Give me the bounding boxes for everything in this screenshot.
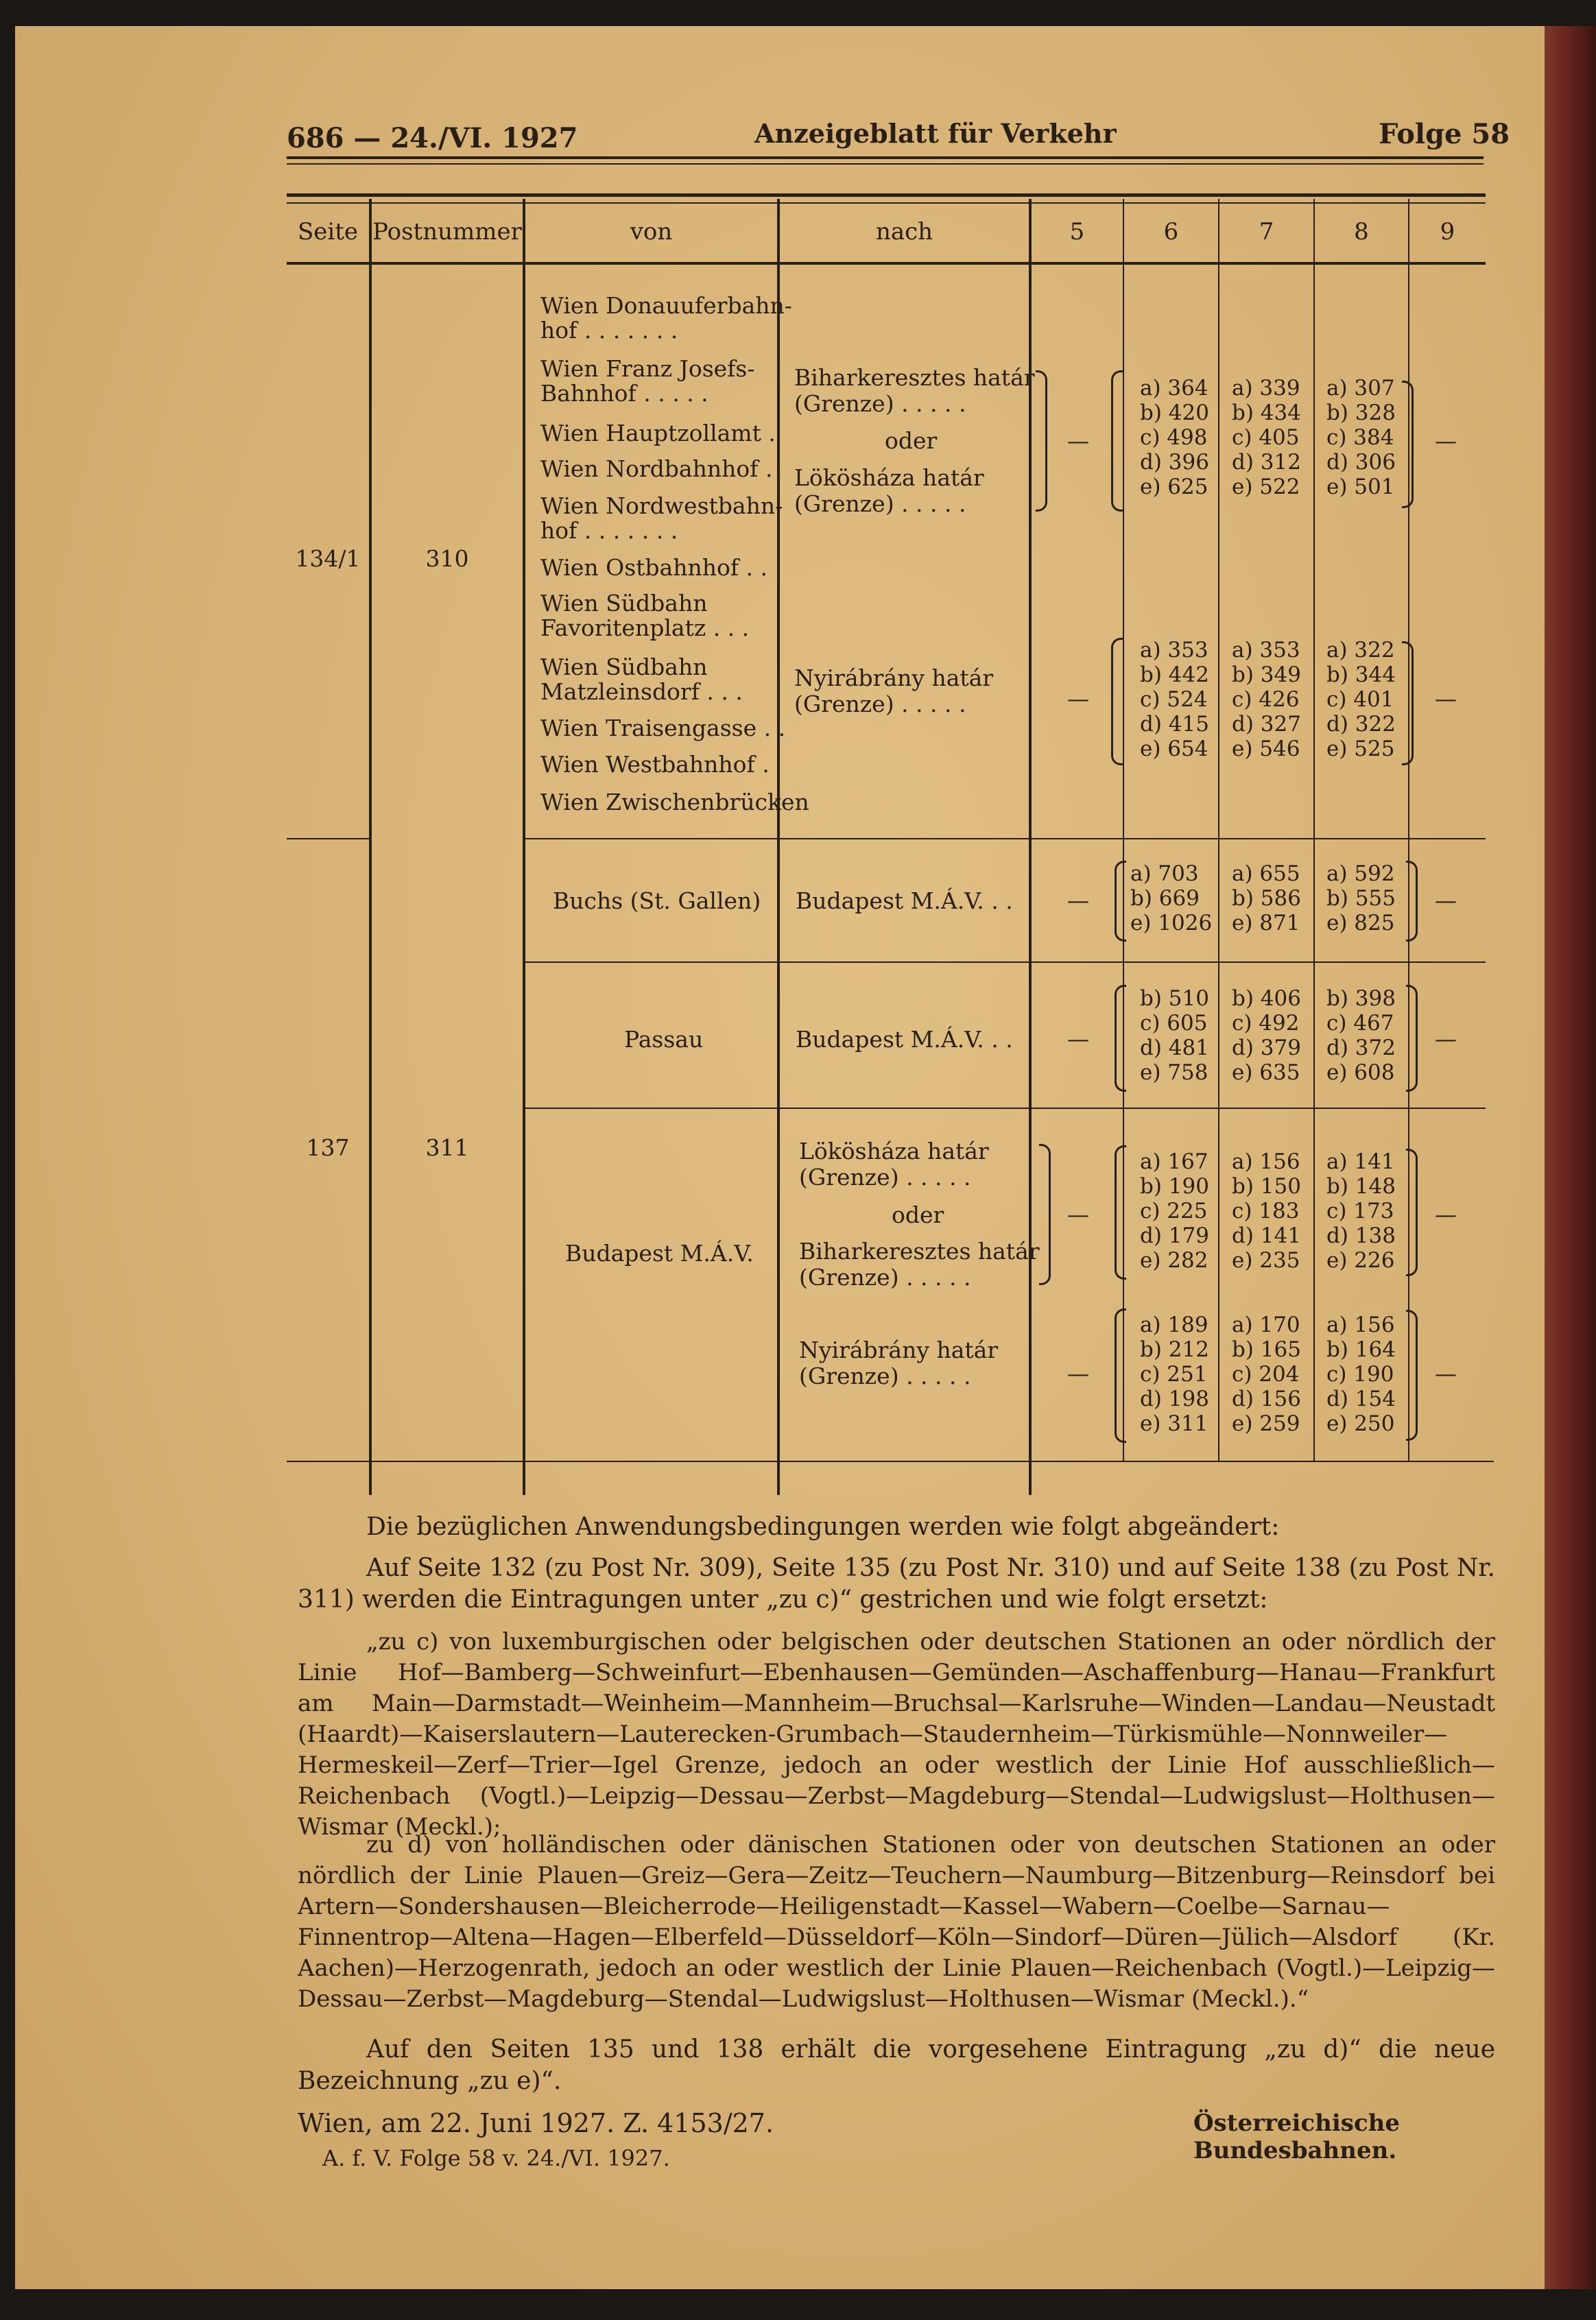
brace-right (1406, 985, 1418, 1092)
row1-von-9: Wien Westbahnhof . (540, 751, 770, 778)
row4-g1-col5: — (1067, 1201, 1089, 1228)
row4-seite: 137 (306, 1134, 350, 1161)
signature-issuer: Österreichische Bundesbahnen. (1193, 2109, 1401, 2164)
table-header-rule (287, 262, 1486, 265)
intro-line: Die bezüglichen Anwendungsbedingungen werden wie folgt abgeändert: (366, 1513, 1280, 1541)
row4-g1-col9: — (1435, 1201, 1457, 1228)
row1-von-2: Wien Hauptzollamt . (540, 420, 776, 446)
row-separator (525, 1108, 1486, 1109)
brace-right (1036, 370, 1047, 512)
paragraph-3 (298, 1830, 1495, 2015)
brace-left (1115, 861, 1126, 942)
col-line (1218, 199, 1219, 1461)
row1-nach-nyirabrany: Nyirábrány határ (Grenze) . . . . . (794, 665, 994, 717)
row1-g1-col6: a) 364 b) 420 c) 498 d) 396 e) 625 (1140, 376, 1209, 499)
row2-col8: a) 592 b) 555 e) 825 (1326, 861, 1396, 935)
row1-post: 310 (425, 545, 469, 572)
col-header-8: 8 (1354, 218, 1369, 246)
paragraph-3-text: zu d) von holländischen oder dänischen Stationen oder von deutschen Stationen an oder nördlich der Linie Plauen—Greiz—Gera—Zeitz—Teuchern—Naumburg—Bitzenburg—Reinsdorf bei Artern—Sondershausen—Bleicherrode—Heiligenstadt—Kassel—Wabern—Coelbe—Sarnau—Finnentrop—Altena—Hagen—Elberfeld—Düsseldorf—Köln—Sindorf—Düren—Jülich—Alsdorf (Kr. Aachen)—Herzogenrath, jedoch an oder westlich der Linie Plauen—Reichenbach (Vogtl.)—Leipzig—Dessau—Zerbst—Magdeburg—Stendal—Ludwigslust—Holthusen—Wismar (Meckl.).“ (298, 1831, 1495, 2013)
row2-col9: — (1435, 887, 1457, 913)
brace-left (1115, 1145, 1126, 1280)
row1-g1-col7: a) 339 b) 434 c) 405 d) 312 e) 522 (1232, 376, 1301, 499)
col-line (369, 199, 372, 1495)
row4-g1-col8: a) 141 b) 148 c) 173 d) 138 e) 226 (1326, 1149, 1396, 1273)
journal-title: Anzeigeblatt für Verkehr (754, 118, 1117, 149)
brace-right (1402, 381, 1414, 508)
row3-col8: b) 398 c) 467 d) 372 e) 608 (1326, 986, 1396, 1085)
row4-von: Budapest M.Á.V. (565, 1240, 754, 1267)
row4-oder: oder (892, 1201, 944, 1228)
brace-left (1111, 638, 1123, 765)
table-top-rule-thin (287, 202, 1486, 204)
row-separator (287, 838, 369, 839)
row4-nach-lokoshaza: Lökösháza határ (Grenze) . . . . . (799, 1138, 989, 1191)
row1-nach-biharkeresztes: Biharkeresztes határ (Grenze) . . . . . (794, 364, 1035, 417)
row4-post: 311 (425, 1134, 469, 1161)
row4-g2-col8: a) 156 b) 164 c) 190 d) 154 e) 250 (1326, 1313, 1396, 1436)
row1-von-0: Wien Donauuferbahn- hof . . . . . . . (540, 292, 792, 344)
row2-col6: a) 703 b) 669 e) 1026 (1130, 861, 1213, 935)
row3-col6: b) 510 c) 605 d) 481 e) 758 (1140, 986, 1209, 1085)
col-line (777, 199, 780, 1495)
brace-left (1111, 370, 1123, 512)
paragraph-4-text: Auf den Seiten 135 und 138 erhält die vorgesehene Eintragung „zu d)“ die neue Bezeichnung „zu e)“. (298, 2035, 1495, 2095)
book-binding (1545, 26, 1596, 2289)
col-header-seite: Seite (297, 218, 359, 246)
row1-nach-lokoshaza: Lökösháza határ (Grenze) . . . . . (794, 464, 984, 517)
brace-right (1406, 1310, 1418, 1441)
row1-von-8: Wien Traisengasse . . (540, 715, 786, 741)
row1-g1-col8: a) 307 b) 328 c) 384 d) 306 e) 501 (1326, 376, 1396, 499)
header-rule-thin (287, 163, 1484, 165)
row-separator (525, 838, 1486, 839)
brace-right (1406, 1149, 1418, 1276)
row4-g2-col7: a) 170 b) 165 c) 204 d) 156 e) 259 (1232, 1313, 1301, 1436)
row4-g2-col6: a) 189 b) 212 c) 251 d) 198 e) 311 (1140, 1313, 1209, 1436)
col-header-5: 5 (1069, 218, 1085, 246)
row3-von: Passau (624, 1026, 704, 1053)
table-bottom-rule (287, 1461, 1494, 1462)
intro-text (366, 1511, 1491, 1543)
row3-col7: b) 406 c) 492 d) 379 e) 635 (1232, 986, 1301, 1085)
col-header-von: von (630, 218, 673, 246)
row1-g2-col6: a) 353 b) 442 c) 524 d) 415 e) 654 (1140, 638, 1209, 761)
signature-place-date: Wien, am 22. Juni 1927. Z. 4153/27. (298, 2108, 774, 2138)
row1-von-6: Wien Südbahn Favoritenplatz . . . (540, 590, 750, 641)
brace-right (1402, 641, 1414, 765)
row2-nach: Budapest M.Á.V. . . (796, 887, 1013, 914)
issue-number: Folge 58 (1379, 118, 1510, 150)
col-header-9: 9 (1440, 218, 1455, 246)
row2-von: Buchs (St. Gallen) (553, 887, 761, 914)
row1-von-3: Wien Nordbahnhof . (540, 455, 773, 482)
row1-von-10: Wien Zwischenbrücken (540, 789, 809, 815)
col-header-nach: nach (875, 218, 933, 246)
row4-nach-nyirabrany: Nyirábrány határ (Grenze) . . . . . (799, 1337, 999, 1389)
brace-left (1115, 1308, 1126, 1443)
header-rule (287, 156, 1484, 159)
row4-g2-col5: — (1067, 1361, 1089, 1387)
col-line (1313, 199, 1315, 1461)
paragraph-2 (298, 1627, 1495, 1843)
row1-g2-col9: — (1435, 686, 1457, 712)
brace-right (1406, 861, 1418, 942)
row4-g1-col7: a) 156 b) 150 c) 183 d) 141 e) 235 (1232, 1149, 1301, 1273)
row1-g1-col9: — (1435, 428, 1457, 454)
paragraph-4 (298, 2034, 1495, 2097)
table-top-rule (287, 193, 1486, 197)
page-date: 686 — 24./VI. 1927 (287, 122, 578, 154)
paragraph-1 (298, 1553, 1495, 1616)
col-header-postnummer: Postnummer (372, 218, 522, 246)
col-line (523, 199, 525, 1495)
row3-col5: — (1067, 1026, 1089, 1052)
row4-nach-biharkeresztes: Biharkeresztes határ (Grenze) . . . . . (799, 1238, 1040, 1291)
col-header-6: 6 (1163, 218, 1179, 246)
row4-g1-col6: a) 167 b) 190 c) 225 d) 179 e) 282 (1140, 1149, 1209, 1273)
row-separator (525, 961, 1486, 963)
footer-reference: A. f. V. Folge 58 v. 24./VI. 1927. (322, 2145, 670, 2171)
row1-oder: oder (885, 427, 938, 454)
brace-left (1115, 985, 1126, 1092)
row2-col7: a) 655 b) 586 e) 871 (1232, 861, 1301, 935)
row4-g2-col9: — (1435, 1361, 1457, 1387)
paragraph-1-text: Auf Seite 132 (zu Post Nr. 309), Seite 135 (zu Post Nr. 310) und auf Seite 138 (zu Post Nr. 311) werden die Eintragungen unter „zu c)“ gestrichen und wie folgt ersetzt: (298, 1554, 1495, 1614)
col-header-7: 7 (1259, 218, 1274, 246)
row1-g2-col8: a) 322 b) 344 c) 401 d) 322 e) 525 (1326, 638, 1396, 761)
row1-von-5: Wien Ostbahnhof . . (540, 554, 768, 581)
paragraph-2-text: „zu c) von luxemburgischen oder belgischen oder deutschen Stationen an oder nördlich der Linie Hof—Bamberg—Schweinfurt—Ebenhausen—Gemünden—Aschaffenburg—Hanau—Frankfurt am Main—Darmstadt—Weinheim—Mannheim—Bruchsal—Karlsruhe—Winden—Landau—Neustadt (Haardt)—Kaiserslautern—Lauterecken-Grumbach—Staudernheim—Türkismühle—Nonnweiler—Hermeskeil—Zerf—Trier—Igel Grenze, jedoch an oder westlich der Linie Hof ausschließlich—Reichenbach (Vogtl.)—Leipzig—Dessau—Zerbst—Magdeburg—Stendal—Ludwigslust—Holthusen—Wismar (Meckl.); (298, 1628, 1495, 1841)
row3-col9: — (1435, 1026, 1457, 1052)
row1-g2-col7: a) 353 b) 349 c) 426 d) 327 e) 546 (1232, 638, 1301, 761)
brace-right (1039, 1144, 1051, 1285)
row1-g1-col5: — (1067, 428, 1089, 454)
row1-von-7: Wien Südbahn Matzleinsdorf . . . (540, 654, 743, 705)
row3-nach: Budapest M.Á.V. . . (796, 1026, 1013, 1053)
row1-g2-col5: — (1067, 686, 1089, 712)
row1-von-4: Wien Nordwestbahn- hof . . . . . . . (540, 492, 783, 544)
row1-seite: 134/1 (295, 545, 361, 572)
row2-col5: — (1067, 887, 1089, 913)
row1-von-1: Wien Franz Josefs- Bahnhof . . . . . (540, 355, 755, 407)
